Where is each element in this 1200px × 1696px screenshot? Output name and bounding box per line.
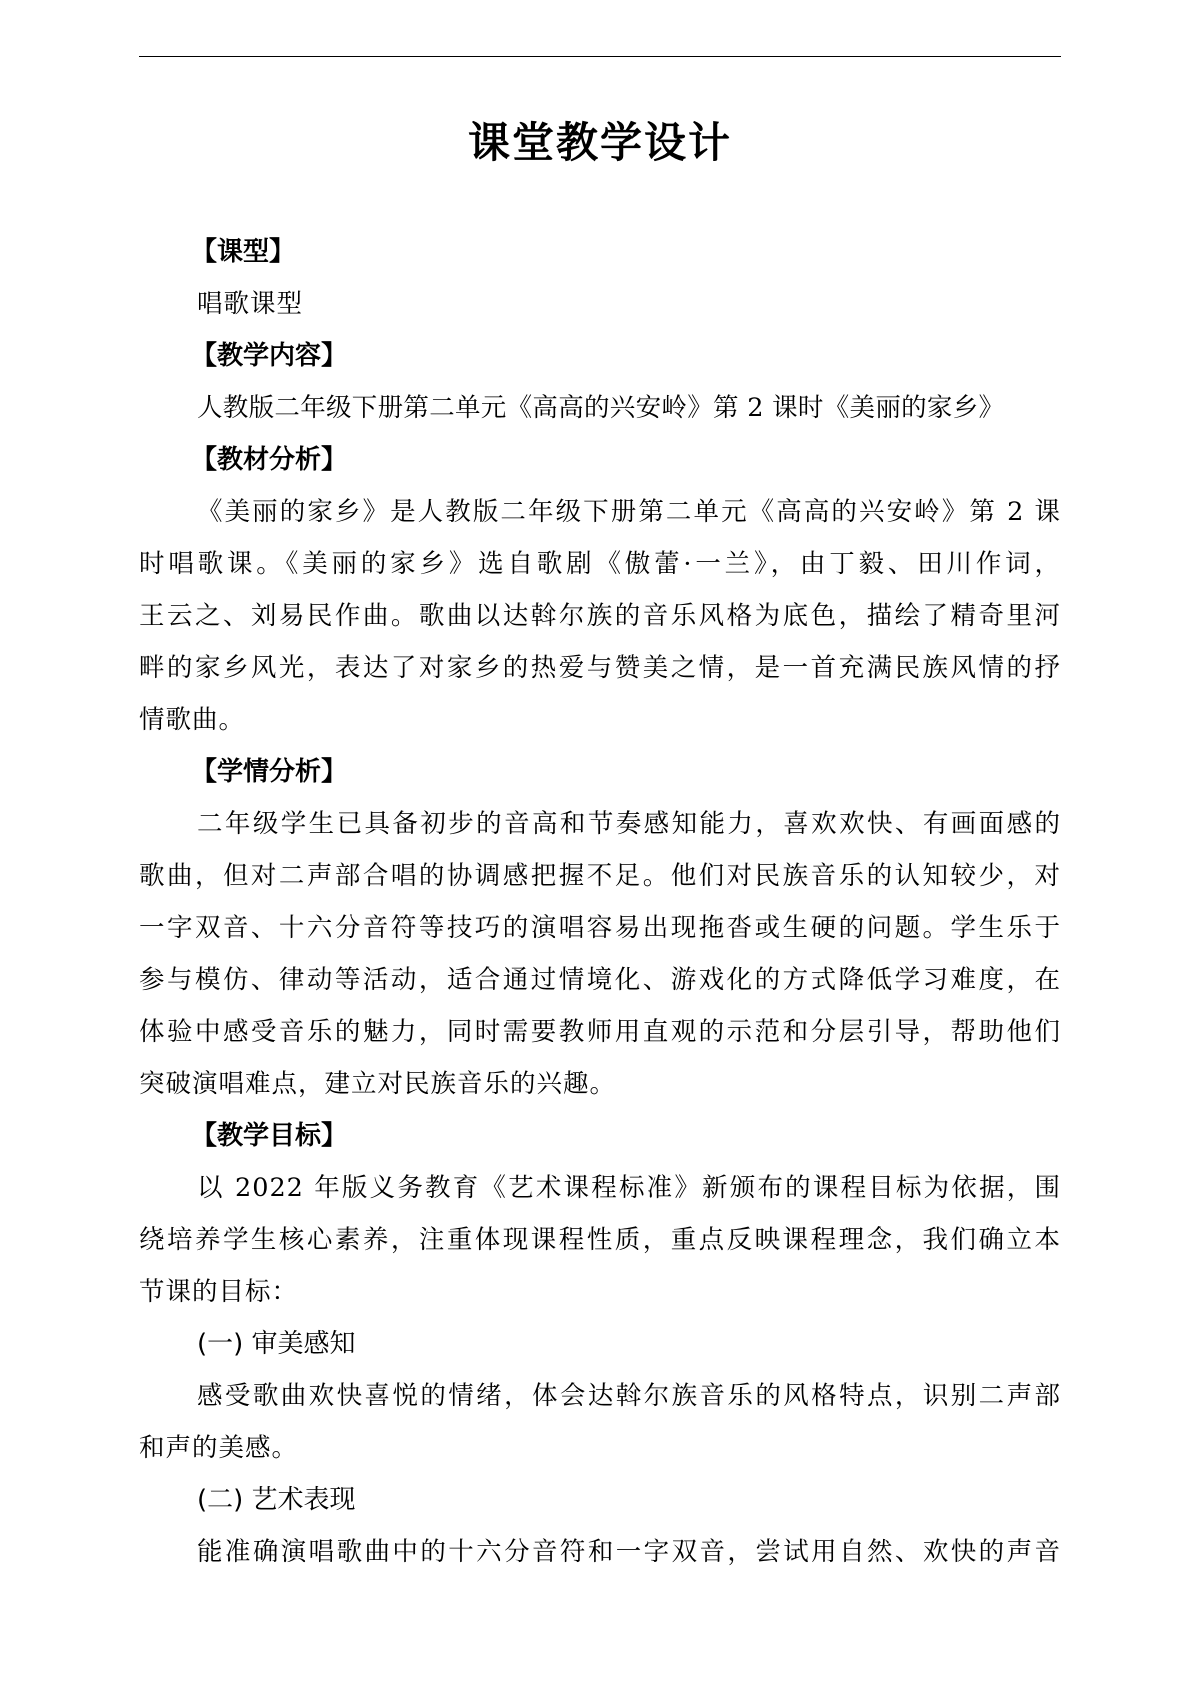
paragraph-line: 情歌曲。 [139, 705, 246, 735]
section-heading-students: 【学情分析】 [191, 757, 348, 787]
paragraph-line: 以 2022 年版义务教育《艺术课程标准》新颁布的课程目标为依据，围 [197, 1173, 1061, 1203]
section-heading-content: 【教学内容】 [191, 341, 348, 371]
page-title: 课堂教学设计 [467, 118, 732, 167]
paragraph-line: 时唱歌课。《美丽的家乡》选自歌剧《傲蕾·一兰》，由丁毅、田川作词， [139, 549, 1061, 579]
paragraph-line: 能准确演唱歌曲中的十六分音符和一字双音，尝试用自然、欢快的声音 [197, 1537, 1061, 1567]
paragraph-line: 畔的家乡风光，表达了对家乡的热爱与赞美之情，是一首充满民族风情的抒 [139, 653, 1061, 683]
section-heading-objectives: 【教学目标】 [191, 1121, 348, 1151]
subheading-aesthetic-perception: (一) 审美感知 [197, 1329, 356, 1359]
paragraph-line: 绕培养学生核心素养，注重体现课程性质，重点反映课程理念，我们确立本 [139, 1225, 1061, 1255]
paragraph-line: 一字双音、十六分音符等技巧的演唱容易出现拖沓或生硬的问题。学生乐于 [139, 913, 1061, 943]
header-rule [139, 56, 1061, 57]
section-heading-lesson-type: 【课型】 [191, 237, 296, 267]
paragraph-line: 节课的目标： [139, 1277, 299, 1307]
paragraph-line: 体验中感受音乐的魅力，同时需要教师用直观的示范和分层引导，帮助他们 [139, 1017, 1061, 1047]
paragraph-line: 王云之、刘易民作曲。歌曲以达斡尔族的音乐风格为底色，描绘了精奇里河 [139, 601, 1061, 631]
document-body [139, 226, 1061, 1578]
paragraph-line: 歌曲，但对二声部合唱的协调感把握不足。他们对民族音乐的认知较少，对 [139, 861, 1061, 891]
paragraph-line: 突破演唱难点，建立对民族音乐的兴趣。 [139, 1069, 617, 1099]
paragraph-line: 感受歌曲欢快喜悦的情绪，体会达斡尔族音乐的风格特点，识别二声部 [197, 1381, 1061, 1411]
subheading-artistic-expression: (二) 艺术表现 [197, 1485, 356, 1515]
paragraph-line: 《美丽的家乡》是人教版二年级下册第二单元《高高的兴安岭》第 2 课 [197, 497, 1061, 527]
section-heading-material: 【教材分析】 [191, 445, 348, 475]
paragraph-line: 二年级学生已具备初步的音高和节奏感知能力，喜欢欢快、有画面感的 [197, 809, 1061, 839]
paragraph-line: 和声的美感。 [139, 1433, 299, 1463]
paragraph-line: 参与模仿、律动等活动，适合通过情境化、游戏化的方式降低学习难度，在 [139, 965, 1061, 995]
paragraph-line: 唱歌课型 [197, 289, 304, 319]
paragraph-line: 人教版二年级下册第二单元《高高的兴安岭》第 2 课时《美丽的家乡》 [197, 393, 1005, 423]
